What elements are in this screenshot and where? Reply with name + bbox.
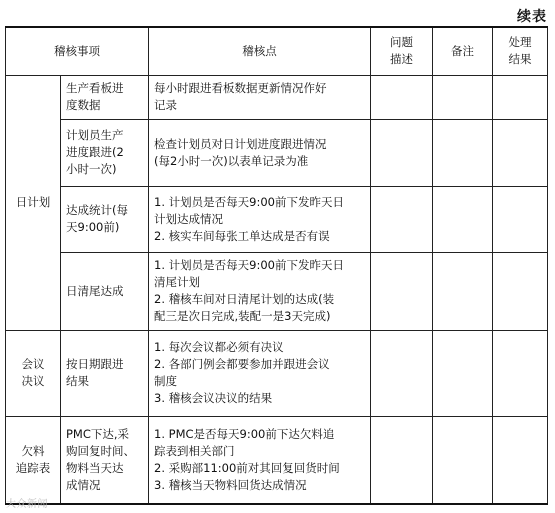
- table-row: [6, 330, 548, 416]
- problem-cell[interactable]: [371, 416, 433, 504]
- problem-cell[interactable]: [371, 119, 433, 186]
- sub-item-cell: 达成统计(每 天9:00前): [61, 186, 149, 252]
- table-row: [6, 186, 548, 252]
- result-cell[interactable]: [493, 75, 548, 119]
- table-continued-caption: 续表: [517, 9, 547, 25]
- audit-point-cell: 每小时跟进看板数据更新情况作好 记录: [149, 75, 371, 119]
- audit-point-cell: 1. 计划员是否每天9:00前下发昨天日 清尾计划 2. 稽核车间对日清尾计划的达成(装 配三是次日完成,装配一是3天完成): [149, 252, 371, 330]
- remark-cell[interactable]: [433, 330, 493, 416]
- remark-cell[interactable]: [433, 75, 493, 119]
- sub-item-cell: PMC下达,采 购回复时间、 物料当天达 成情况: [61, 416, 149, 504]
- audit-point-cell: 1. 计划员是否每天9:00前下发昨天日 计划达成情况 2. 核实车间每张工单达成是否有误: [149, 186, 371, 252]
- problem-cell[interactable]: [371, 186, 433, 252]
- header-result: 处理 结果: [493, 27, 548, 75]
- table-row: [6, 252, 548, 330]
- result-cell[interactable]: [493, 330, 548, 416]
- result-cell[interactable]: [493, 186, 548, 252]
- watermark: 大众新闻: [6, 499, 48, 510]
- table-row: [6, 119, 548, 186]
- remark-cell[interactable]: [433, 252, 493, 330]
- audit-point-cell: 检查计划员对日计划进度跟进情况 (每2小时一次)以表单记录为准: [149, 119, 371, 186]
- sub-item-cell: 日清尾达成: [61, 252, 149, 330]
- category-shortage-tracking: 欠料 追踪表: [6, 416, 61, 504]
- category-daily-plan: 日计划: [6, 75, 61, 330]
- header-audit-point: 稽核点: [149, 27, 371, 75]
- audit-table: [5, 26, 548, 505]
- remark-cell[interactable]: [433, 416, 493, 504]
- remark-cell[interactable]: [433, 186, 493, 252]
- problem-cell[interactable]: [371, 75, 433, 119]
- header-problem-description: 问题 描述: [371, 27, 433, 75]
- remark-cell[interactable]: [433, 119, 493, 186]
- table-row: [6, 75, 548, 119]
- table-row: [6, 416, 548, 504]
- result-cell[interactable]: [493, 119, 548, 186]
- result-cell[interactable]: [493, 252, 548, 330]
- sub-item-cell: 按日期跟进 结果: [61, 330, 149, 416]
- header-remark: 备注: [433, 27, 493, 75]
- result-cell[interactable]: [493, 416, 548, 504]
- header-audit-item: 稽核事项: [6, 27, 149, 75]
- problem-cell[interactable]: [371, 252, 433, 330]
- sub-item-cell: 生产看板进 度数据: [61, 75, 149, 119]
- table-header-row: [6, 27, 548, 75]
- category-meeting-resolution: 会议 决议: [6, 330, 61, 416]
- audit-point-cell: 1. 每次会议都必须有决议 2. 各部门例会都要参加并跟进会议 制度 3. 稽核会议决议的结果: [149, 330, 371, 416]
- sub-item-cell: 计划员生产 进度跟进(2 小时一次): [61, 119, 149, 186]
- problem-cell[interactable]: [371, 330, 433, 416]
- audit-point-cell: 1. PMC是否每天9:00前下达欠料追 踪表到相关部门 2. 采购部11:00前对其回复回货时间 3. 稽核当天物料回货达成情况: [149, 416, 371, 504]
